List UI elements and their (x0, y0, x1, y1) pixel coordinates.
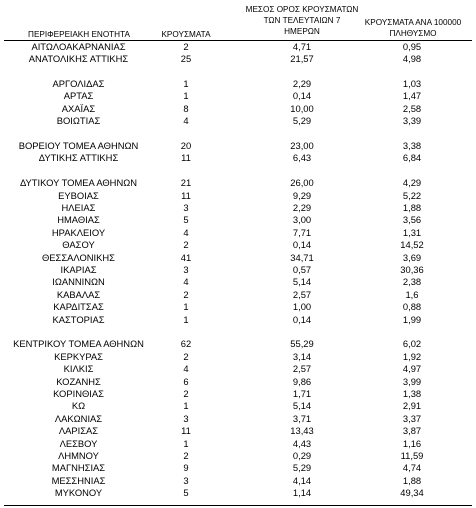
per-capita-cell: 0,88 (402, 301, 422, 313)
per-capita-cell: 3,99 (402, 375, 422, 387)
table-row (0, 314, 476, 326)
region-cell: ΘΑΣΟΥ (62, 239, 95, 251)
avg-cell: 10,00 (290, 102, 314, 114)
table-row (0, 338, 476, 350)
region-cell: ΗΛΕΙΑΣ (61, 202, 96, 213)
region-cell: ΚΩ (71, 400, 86, 412)
region-cell: ΜΕΣΣΗΝΙΑΣ (51, 474, 106, 486)
cases-cell: 2 (183, 288, 189, 300)
table-row (0, 376, 476, 388)
avg-cell: 1,14 (292, 487, 312, 499)
bottom-rule (4, 505, 472, 506)
avg-cell: 0,14 (292, 239, 312, 251)
cases-cell: 2 (183, 388, 189, 399)
per-capita-cell: 1,31 (402, 226, 422, 238)
per-capita-cell: 3,38 (402, 140, 422, 151)
region-cell: ΗΜΑΘΙΑΣ (57, 214, 100, 226)
avg-cell: 5,29 (292, 115, 312, 127)
avg-cell: 3,71 (292, 412, 312, 424)
avg-cell: 0,14 (292, 313, 312, 325)
region-cell: ΛΗΜΝΟΥ (58, 450, 99, 461)
avg-cell: 9,86 (292, 375, 312, 387)
table-row (0, 190, 476, 202)
table-row (0, 227, 476, 239)
cases-cell: 2 (183, 450, 189, 461)
per-capita-cell: 2,58 (402, 102, 422, 114)
avg-cell: 26,00 (290, 177, 314, 189)
cases-cell: 2 (183, 350, 189, 362)
per-capita-cell: 1,03 (402, 78, 422, 89)
region-cell: ΑΝΑΤΟΛΙΚΗΣ ΑΤΤΙΚΗΣ (28, 53, 129, 65)
table-row (0, 41, 476, 53)
region-cell: ΛΑΚΩΝΙΑΣ (54, 412, 103, 424)
table-row (0, 103, 476, 115)
region-cell: ΑΧΑΪΑΣ (61, 102, 96, 114)
per-capita-cell: 11,59 (400, 450, 424, 461)
cases-cell: 25 (180, 53, 192, 65)
cases-cell: 3 (183, 202, 189, 213)
table-row (0, 152, 476, 164)
header-per-line1: ΚΡΟΥΣΜΑΤΑ ΑΝΑ 100000 (364, 18, 462, 27)
per-capita-cell: 6,02 (402, 338, 422, 350)
header-avg-line1: ΜΕΣΟΣ ΟΡΟΣ ΚΡΟΥΣΜΑΤΩΝ (245, 5, 359, 14)
cases-cell: 3 (183, 264, 189, 275)
cases-cell: 6 (183, 375, 189, 387)
per-capita-cell: 3,87 (402, 425, 422, 437)
cases-cell: 11 (181, 152, 191, 164)
per-capita-cell: 6,84 (402, 152, 422, 164)
region-cell: ΚΑΒΑΛΑΣ (56, 288, 101, 300)
avg-cell: 5,29 (292, 462, 312, 474)
region-cell: ΔΥΤΙΚΗΣ ΑΤΤΙΚΗΣ (38, 152, 119, 164)
region-cell: ΚΟΖΑΝΗΣ (56, 375, 101, 387)
per-capita-cell: 4,97 (402, 363, 422, 375)
per-capita-cell: 1,16 (402, 437, 422, 449)
avg-cell: 3,00 (292, 214, 312, 226)
avg-cell: 0,57 (292, 264, 312, 275)
cases-cell: 4 (183, 115, 189, 127)
region-cell: ΚΙΛΚΙΣ (63, 363, 94, 375)
per-capita-cell: 1,38 (402, 388, 422, 399)
per-capita-cell: 3,37 (402, 412, 422, 424)
header-avg (236, 4, 368, 37)
avg-cell: 2,29 (292, 78, 312, 89)
avg-cell: 2,29 (292, 202, 312, 213)
table-row (0, 276, 476, 288)
per-capita-cell: 4,98 (402, 53, 422, 65)
table-row (0, 90, 476, 102)
table-row (0, 252, 476, 264)
per-capita-cell: 1,88 (402, 474, 422, 486)
region-cell: ΑΙΤΩΛΟΑΚΑΡΝΑΝΙΑΣ (31, 40, 126, 52)
per-capita-cell: 3,39 (402, 115, 422, 127)
table-row (0, 450, 476, 462)
table-row (0, 115, 476, 127)
per-capita-cell: 1,88 (402, 202, 422, 213)
avg-cell: 4,71 (292, 40, 312, 52)
table-row (0, 53, 476, 65)
header-avg-line3: ΗΜΕΡΩΝ (284, 27, 320, 36)
region-cell: ΚΑΣΤΟΡΙΑΣ (52, 313, 105, 325)
avg-cell: 2,57 (292, 363, 312, 375)
per-capita-cell: 3,69 (402, 251, 422, 263)
region-cell: ΙΚΑΡΙΑΣ (60, 264, 97, 275)
region-cell: ΜΑΓΝΗΣΙΑΣ (51, 462, 106, 474)
per-capita-cell: 1,6 (405, 288, 419, 300)
cases-cell: 3 (183, 412, 189, 424)
cases-cell: 11 (181, 425, 191, 437)
header-per-line2: ΠΛΗΘΥΣΜΟ (389, 29, 437, 38)
cases-cell: 1 (183, 301, 189, 313)
table-row (0, 78, 476, 90)
per-capita-cell: 1,99 (402, 313, 422, 325)
region-cell: ΒΟΡΕΙΟΥ ΤΟΜΕΑ ΑΘΗΝΩΝ (18, 140, 139, 151)
avg-cell: 5,14 (292, 276, 312, 288)
cases-cell: 41 (180, 251, 192, 263)
avg-cell: 5,14 (292, 400, 312, 412)
region-cell: ΚΕΡΚΥΡΑΣ (54, 350, 103, 362)
per-capita-cell: 4,29 (402, 177, 422, 189)
table-row (0, 413, 476, 425)
region-cell: ΔΥΤΙΚΟΥ ΤΟΜΕΑ ΑΘΗΝΩΝ (19, 177, 138, 189)
cases-cell: 1 (183, 90, 189, 102)
region-cell: ΚΕΝΤΡΙΚΟΥ ΤΟΜΕΑ ΑΘΗΝΩΝ (13, 338, 144, 350)
region-cell: ΕΥΒΟΙΑΣ (58, 189, 99, 201)
per-capita-cell: 4,74 (402, 462, 422, 474)
avg-cell: 0,14 (292, 90, 312, 102)
table-row (0, 177, 476, 189)
table-row (0, 425, 476, 437)
per-capita-cell: 49,34 (400, 487, 424, 499)
cases-cell: 8 (183, 102, 189, 114)
cases-cell: 1 (183, 400, 189, 412)
per-capita-cell: 30,36 (400, 264, 424, 275)
header-cases: ΚΡΟΥΣΜΑΤΑ (161, 30, 211, 39)
table-row (0, 202, 476, 214)
header-avg-line2: ΤΩΝ ΤΕΛΕΥΤΑΙΩΝ 7 (263, 16, 341, 25)
cases-cell: 4 (183, 276, 189, 288)
table-row (0, 289, 476, 301)
table-row (0, 363, 476, 375)
avg-cell: 21,57 (290, 53, 314, 65)
avg-cell: 4,43 (292, 437, 312, 449)
table-row (0, 462, 476, 474)
region-cell: ΒΟΙΩΤΙΑΣ (56, 115, 101, 127)
per-capita-cell: 2,91 (402, 400, 422, 412)
avg-cell: 1,71 (292, 388, 312, 399)
table-row (0, 214, 476, 226)
per-capita-cell: 3,56 (402, 214, 422, 226)
table-row (0, 438, 476, 450)
per-capita-cell: 0,95 (402, 40, 422, 52)
avg-cell: 2,57 (292, 288, 312, 300)
cases-cell: 62 (180, 338, 192, 350)
avg-cell: 6,43 (292, 152, 312, 164)
region-cell: ΗΡΑΚΛΕΙΟΥ (51, 226, 106, 238)
cases-cell: 9 (183, 462, 189, 474)
avg-cell: 9,29 (292, 189, 312, 201)
cases-cell: 1 (183, 78, 189, 89)
table-row (0, 140, 476, 152)
avg-cell: 7,71 (292, 226, 312, 238)
table-row (0, 388, 476, 400)
avg-cell: 0,29 (292, 450, 312, 461)
region-cell: ΛΕΣΒΟΥ (59, 437, 98, 449)
table-row (0, 301, 476, 313)
region-cell: ΙΩΑΝΝΙΝΩΝ (52, 276, 105, 288)
cases-cell: 3 (183, 474, 189, 486)
region-cell: ΛΑΡΙΣΑΣ (58, 425, 99, 437)
table-row (0, 475, 476, 487)
avg-cell: 55,29 (290, 338, 314, 350)
table-row (0, 239, 476, 251)
region-cell: ΑΡΤΑΣ (63, 90, 94, 102)
per-capita-cell: 1,92 (402, 350, 422, 362)
cases-cell: 20 (180, 140, 192, 151)
region-cell: ΚΑΡΔΙΤΣΑΣ (53, 301, 104, 313)
cases-cell: 2 (183, 239, 189, 251)
cases-cell: 4 (183, 363, 189, 375)
cases-cell: 21 (180, 177, 192, 189)
region-cell: ΚΟΡΙΝΘΙΑΣ (53, 388, 104, 399)
per-capita-cell: 1,47 (402, 90, 422, 102)
per-capita-cell: 2,38 (402, 276, 422, 288)
region-cell: ΑΡΓΟΛΙΔΑΣ (52, 78, 105, 89)
header-per (356, 17, 470, 39)
cases-cell: 11 (181, 189, 191, 201)
avg-cell: 3,14 (292, 350, 312, 362)
table-row (0, 400, 476, 412)
cases-cell: 1 (183, 437, 189, 449)
region-cell: ΘΕΣΣΑΛΟΝΙΚΗΣ (42, 251, 115, 263)
region-cell: ΜΥΚΟΝΟΥ (54, 487, 103, 499)
cases-cell: 1 (183, 313, 189, 325)
cases-cell: 4 (183, 226, 189, 238)
cases-cell: 2 (183, 40, 189, 52)
per-capita-cell: 14,52 (400, 239, 424, 251)
header-region: ΠΕΡΙΦΕΡΕΙΑΚΗ ΕΝΟΤΗΤΑ (28, 30, 130, 39)
avg-cell: 34,71 (290, 251, 314, 263)
per-capita-cell: 5,22 (402, 189, 422, 201)
avg-cell: 13,43 (290, 425, 314, 437)
table-row (0, 487, 476, 499)
cases-cell: 5 (183, 487, 189, 499)
avg-cell: 1,00 (292, 301, 312, 313)
avg-cell: 23,00 (290, 140, 314, 151)
table-row (0, 264, 476, 276)
table-row (0, 351, 476, 363)
avg-cell: 4,14 (292, 474, 312, 486)
cases-cell: 5 (183, 214, 189, 226)
